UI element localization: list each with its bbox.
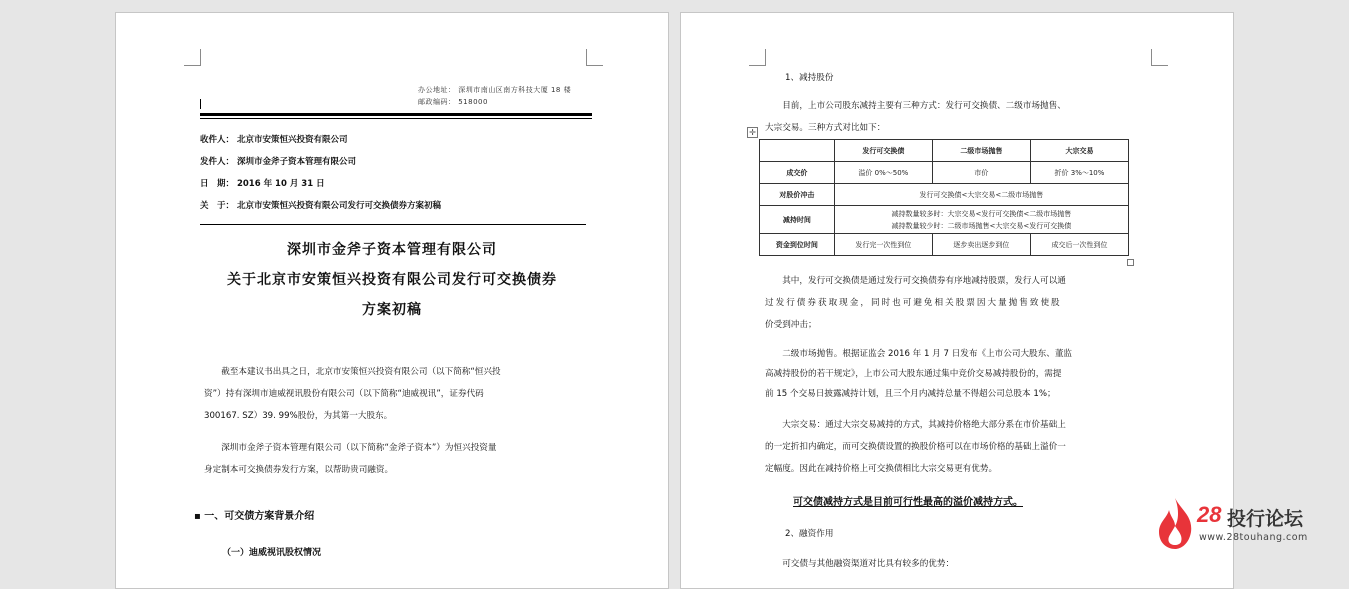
table-resize-handle[interactable] xyxy=(1127,259,1134,266)
header-address: 办公地址： 深圳市南山区南方科技大厦 18 楼 xyxy=(418,86,572,94)
para-c-l3: 定幅度。因此在减持价格上可交换债相比大宗交易更有优势。 xyxy=(765,464,998,474)
doc-title-line1: 深圳市金斧子资本管理有限公司 xyxy=(287,242,497,258)
item-1-heading: 1、减持股份 xyxy=(785,73,834,83)
para-d: 可交债与其他融资渠道对比具有较多的优势： xyxy=(782,559,955,569)
intro-l2: 大宗交易。三种方式对比如下： xyxy=(765,123,886,133)
memo-date: 日 期： 2016 年 10 月 31 日 xyxy=(200,179,325,189)
table-row-label: 减持时间 xyxy=(760,206,835,234)
doc-title-line3: 方案初稿 xyxy=(362,302,422,318)
table-cell xyxy=(834,206,1128,234)
watermark-logo xyxy=(1155,496,1335,552)
memo-rule xyxy=(200,224,586,225)
item-2-heading: 2、融资作用 xyxy=(785,529,834,539)
logo-url: www.28touhang.com xyxy=(1199,532,1308,543)
logo-number: 28 xyxy=(1197,502,1222,527)
text-cursor xyxy=(200,99,201,109)
memo-from: 发件人： 深圳市金斧子资本管理有限公司 xyxy=(200,157,356,167)
table-header-exchangeable: 发行可交换债 xyxy=(834,140,932,162)
header-rule-thin xyxy=(200,118,592,119)
para-a-l1: 其中，发行可交换债是通过发行可交换债券有序地减持股票，发行人可以通 xyxy=(782,276,1066,286)
para-b-l1: 二级市场抛售。根据证监会 2016 年 1 月 7 日发布《上市公司大股东、董监 xyxy=(782,349,1073,359)
table-cell: 市价 xyxy=(932,162,1030,184)
table-row-label: 资金到位时间 xyxy=(760,234,835,256)
para-a-l3: 价受到冲击； xyxy=(765,320,817,330)
para1-l3: 300167. SZ）39. 99%股份，为其第一大股东。 xyxy=(204,411,393,421)
intro-l1: 目前，上市公司股东减持主要有三种方式：发行可交换债、二级市场抛售、 xyxy=(782,101,1066,111)
time-line-a: 减持数量较多时：大宗交易<发行可交换债<二级市场抛售 xyxy=(891,209,1072,218)
table-header-block: 大宗交易 xyxy=(1030,140,1128,162)
para-c-l2: 的一定折扣内确定，而可交换债设置的换股价格可以在市场价格的基础上溢价一 xyxy=(765,442,1066,452)
table-row-label: 成交价 xyxy=(760,162,835,184)
table-cell: 发行完一次性到位 xyxy=(834,234,932,256)
para-b-l2: 高减持股份的若干规定》，上市公司大股东通过集中竞价交易减持股份的，需提 xyxy=(765,369,1062,379)
section-heading-1-text: 一、可交债方案背景介绍 xyxy=(204,511,315,522)
document-page-right xyxy=(680,12,1234,589)
para1-l1: 截至本建议书出具之日，北京市安策恒兴投资有限公司（以下简称“恒兴投 xyxy=(221,367,501,377)
table-cell: 发行可交换债<大宗交易<二级市场抛售 xyxy=(834,184,1128,206)
memo-subject: 关 于： 北京市安策恒兴投资有限公司发行可交换债券方案初稿 xyxy=(200,201,441,211)
table-cell: 折价 3%～10% xyxy=(1030,162,1128,184)
table-cell: 成交后一次性到位 xyxy=(1030,234,1128,256)
para-c-l1: 大宗交易：通过大宗交易减持的方式，其减持价格绝大部分系在市价基础上 xyxy=(782,420,1066,430)
table-cell: 逐步卖出逐步到位 xyxy=(932,234,1030,256)
crop-mark xyxy=(586,49,603,66)
conclusion-text: 可交债减持方式是目前可行性最高的溢价减持方式。 xyxy=(793,497,1023,508)
para-a-l2: 过发行债券获取现金，同时也可避免相关股票因大量抛售致使股 xyxy=(765,298,1062,308)
para-b-l3: 前 15 个交易日披露减持计划，且三个月内减持总量不得超公司总股本 1%； xyxy=(765,389,1056,399)
document-page-left xyxy=(115,12,669,589)
comparison-table xyxy=(759,139,1129,256)
section-heading-1: ▪ 一、可交债方案背景介绍 xyxy=(194,511,315,522)
crop-mark xyxy=(1151,49,1168,66)
section-heading-1-1: （一）迪威视讯股权情况 xyxy=(222,548,322,558)
crop-mark xyxy=(749,49,766,66)
table-header-secondary: 二级市场抛售 xyxy=(932,140,1030,162)
table-move-handle[interactable]: ✛ xyxy=(747,127,758,138)
doc-title-line2: 关于北京市安策恒兴投资有限公司发行可交换债券 xyxy=(227,272,557,288)
para2-l1: 深圳市金斧子资本管理有限公司（以下简称“金斧子资本”）为恒兴投资量 xyxy=(221,443,497,453)
flame-icon xyxy=(1155,496,1195,550)
table-row-label: 对股价冲击 xyxy=(760,184,835,206)
table-cell: 溢价 0%～50% xyxy=(834,162,932,184)
table-corner xyxy=(760,140,835,162)
time-line-b: 减持数量较少时：二级市场抛售<大宗交易<发行可交换债 xyxy=(891,221,1072,230)
header-rule xyxy=(200,113,592,116)
crop-mark xyxy=(184,49,201,66)
para2-l2: 身定制本可交换债券发行方案，以帮助贵司融资。 xyxy=(204,465,394,475)
header-postcode: 邮政编码： 518000 xyxy=(418,98,488,106)
logo-name: 投行论坛 xyxy=(1227,508,1304,530)
memo-to: 收件人： 北京市安策恒兴投资有限公司 xyxy=(200,135,348,145)
para1-l2: 资”）持有深圳市迪威视讯股份有限公司（以下简称“迪威视讯”，证券代码 xyxy=(204,389,484,399)
